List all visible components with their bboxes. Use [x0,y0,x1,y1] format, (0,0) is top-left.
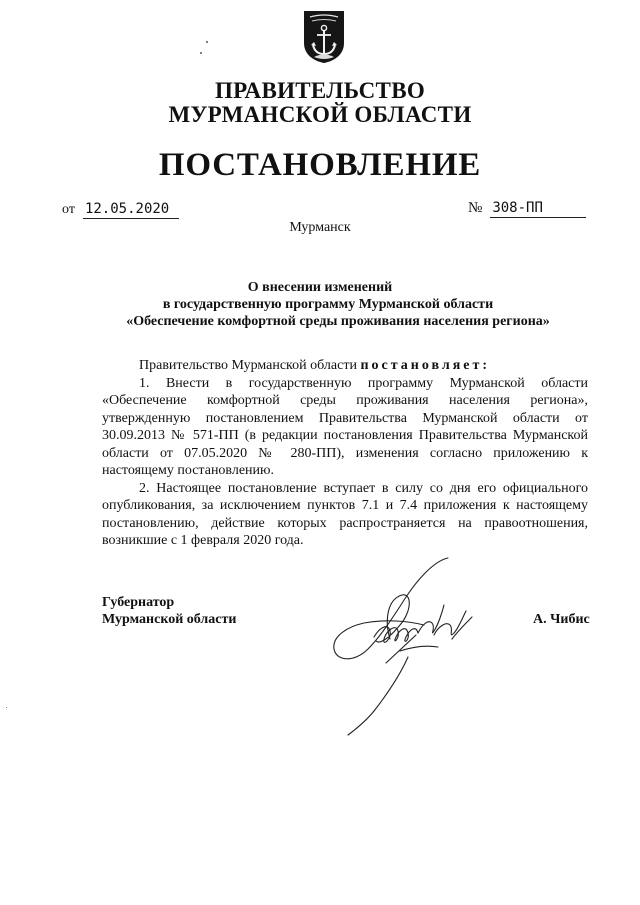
subject-line2: в государственную программу Мурманской области [162,297,494,312]
scan-speck [200,52,202,54]
document-body [102,357,588,550]
scan-speck [6,707,7,708]
subject-line3: «Обеспечение комфортной среды проживания населения региона» [126,314,550,329]
document-number-row [468,199,586,218]
intro-emphasis: постановляет: [360,358,491,373]
subject-line1: О внесении изменений [247,280,393,295]
document-city: Мурманск [289,220,351,235]
body-item-2: 2. Настоящее постановление вступает в силу со дня его официального опубликования, за исключением пунктов 7.1 и 7.4 приложения к настоящему постановлению, действие которых распространяется на правоотношения, возникшие с 1 февраля 2020 года. [102,480,588,548]
body-item-1: 1. Внести в государственную программу Мурманской области «Обеспечение комфортной среды проживания населения региона», утвержденную постановлением Правительства Мурманской области от 30.09.2013 № 571-ПП (в редакции постановления Правительства Мурманской области от 07.05.2020 № 280-ПП), изменения согласно приложению к настоящему постановлению. [102,375,588,478]
signatory-name: А. Чибис [533,612,590,627]
document-date-row [62,200,179,219]
date-prefix: от [62,202,75,217]
coat-of-arms-icon [302,9,346,64]
signatory-role-line1: Губернатор [102,595,175,610]
intro-text: Правительство Мурманской области [139,358,361,373]
signatory-role-line2: Мурманской области [102,612,237,627]
signatory-role [102,594,236,628]
government-title-line1: ПРАВИТЕЛЬСТВО [214,78,426,103]
number-prefix: № [468,200,483,216]
handwritten-signature [326,553,502,738]
body-intro [102,357,588,375]
document-number: 308-ПП [490,199,586,218]
scan-speck [206,41,208,43]
document-type-heading: ПОСТАНОВЛЕНИЕ [158,147,482,183]
government-title-line2: МУРМАНСКОЙ ОБЛАСТИ [168,102,472,127]
document-date: 12.05.2020 [83,200,179,219]
